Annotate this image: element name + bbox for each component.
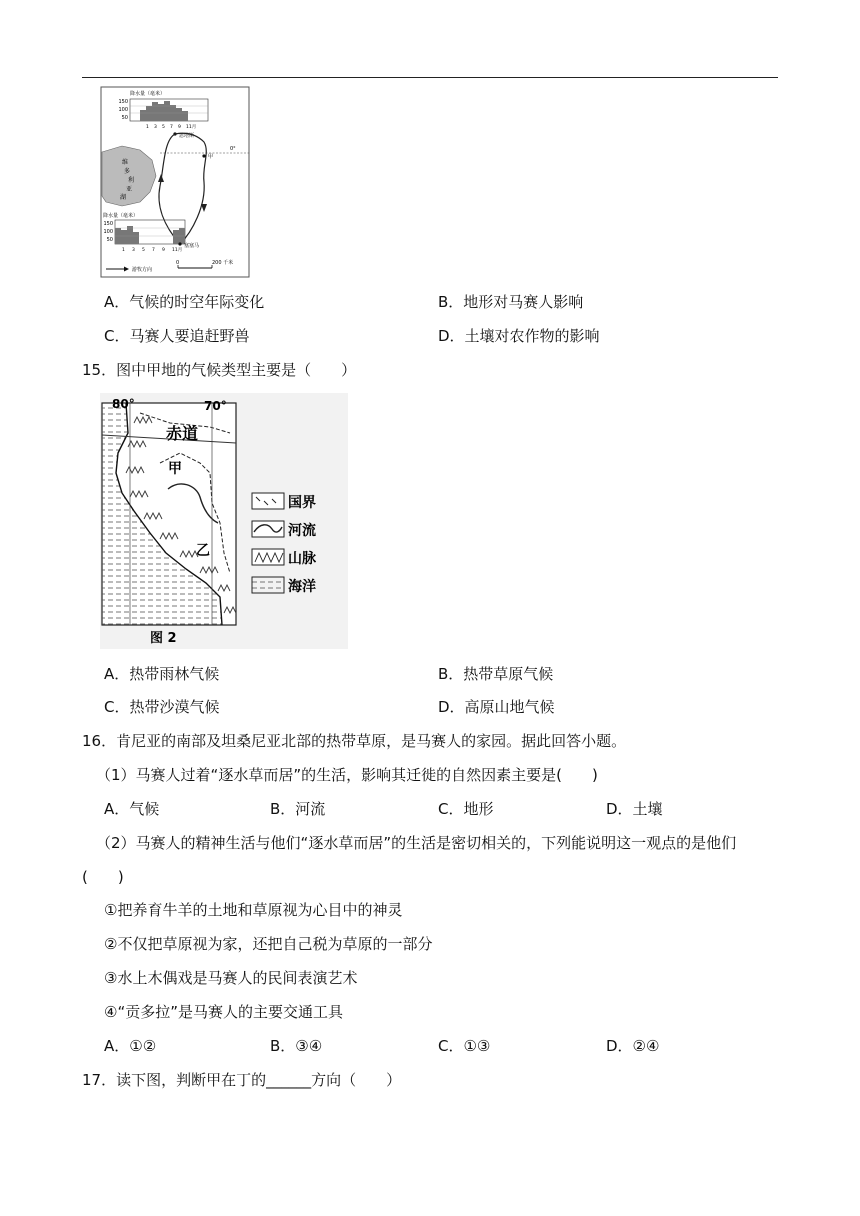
svg-text:湖: 湖 bbox=[120, 194, 127, 201]
rain-label-top: 降水量（毫米） bbox=[130, 91, 166, 97]
q14-option-c[interactable]: C．马赛人要追赶野兽 bbox=[104, 327, 250, 345]
svg-text:50: 50 bbox=[106, 237, 113, 243]
svg-text:7: 7 bbox=[170, 125, 173, 130]
svg-text:塞塞马: 塞塞马 bbox=[184, 243, 200, 249]
svg-text:11月: 11月 bbox=[186, 125, 197, 130]
svg-text:维: 维 bbox=[122, 159, 129, 166]
q16-sub1-option-a[interactable]: A．气候 bbox=[104, 800, 160, 818]
equator-label: 赤道 bbox=[166, 424, 199, 443]
svg-text:0: 0 bbox=[176, 260, 180, 266]
svg-text:9: 9 bbox=[178, 125, 181, 130]
q16-sub2-option-b[interactable]: B．③④ bbox=[270, 1037, 323, 1055]
svg-text:11月: 11月 bbox=[172, 248, 183, 253]
svg-text:国界: 国界 bbox=[288, 495, 316, 511]
q16-sub2-line1: （2）马赛人的精神生活与他们“逐水草而居”的生活是密切相关的，下列能说明这一观点的是他们 bbox=[96, 834, 737, 852]
q16-sub1-option-d[interactable]: D．土壤 bbox=[606, 800, 663, 818]
svg-text:山脉: 山脉 bbox=[288, 551, 316, 567]
statement-1: ①把养育牛羊的土地和草原视为心目中的神灵 bbox=[104, 901, 403, 919]
header-rule bbox=[82, 77, 778, 78]
q16-sub1-option-c[interactable]: C．地形 bbox=[438, 800, 494, 818]
q15-option-d[interactable]: D．高原山地气候 bbox=[438, 698, 555, 716]
q14-option-a[interactable]: A．气候的时空年际变化 bbox=[104, 293, 265, 311]
svg-text:海洋: 海洋 bbox=[288, 579, 316, 595]
svg-text:1: 1 bbox=[146, 125, 149, 130]
svg-text:3: 3 bbox=[154, 125, 157, 130]
svg-text:5: 5 bbox=[162, 125, 165, 130]
maasai-migration-map bbox=[100, 86, 250, 278]
q15-option-a[interactable]: A．热带雨林气候 bbox=[104, 665, 220, 683]
lon-70-label: 70° bbox=[204, 399, 227, 413]
statement-2: ②不仅把草原视为家，还把自己税为草原的一部分 bbox=[104, 935, 433, 953]
svg-text:7: 7 bbox=[152, 248, 155, 253]
svg-text:100: 100 bbox=[103, 229, 113, 235]
svg-text:9: 9 bbox=[162, 248, 165, 253]
q14-option-d[interactable]: D．土壤对农作物的影响 bbox=[438, 327, 600, 345]
place-yi: 乙 bbox=[196, 543, 210, 559]
q16-sub2-option-a[interactable]: A．①② bbox=[104, 1037, 157, 1055]
svg-text:150: 150 bbox=[118, 99, 128, 105]
q16-stem: 16．肯尼亚的南部及坦桑尼亚北部的热带草原，是马赛人的家园。据此回答小题。 bbox=[82, 732, 627, 750]
q16-sub2-option-d[interactable]: D．②④ bbox=[606, 1037, 660, 1055]
q15-option-c[interactable]: C．热带沙漠气候 bbox=[104, 698, 220, 716]
svg-text:亚: 亚 bbox=[126, 186, 133, 193]
svg-text:0°: 0° bbox=[230, 146, 236, 152]
q16-sub1-option-b[interactable]: B．河流 bbox=[270, 800, 326, 818]
q15-option-b[interactable]: B．热带草原气候 bbox=[438, 665, 554, 683]
statement-4: ④“贡多拉”是马赛人的主要交通工具 bbox=[104, 1003, 343, 1021]
svg-text:河流: 河流 bbox=[288, 523, 316, 539]
statement-3: ③水上木偶戏是马赛人的民间表演艺术 bbox=[104, 969, 358, 987]
svg-text:150: 150 bbox=[103, 221, 113, 227]
q16-sub2-option-c[interactable]: C．①③ bbox=[438, 1037, 491, 1055]
svg-text:恩塔斯: 恩塔斯 bbox=[179, 133, 195, 139]
q15-stem: 15．图中甲地的气候类型主要是（ ） bbox=[82, 361, 357, 379]
q16-sub1: （1）马赛人过着“逐水草而居”的生活，影响其迁徙的自然因素主要是( ) bbox=[96, 766, 598, 784]
svg-text:1: 1 bbox=[122, 248, 125, 253]
svg-text:100: 100 bbox=[118, 107, 128, 113]
rain-label-bottom: 降水量（毫米） bbox=[103, 213, 139, 219]
map-legend bbox=[252, 493, 317, 595]
svg-text:3: 3 bbox=[132, 248, 135, 253]
q16-sub2-line2: ( ) bbox=[82, 868, 124, 886]
svg-text:利: 利 bbox=[128, 177, 135, 184]
fig2-label: 图 2 bbox=[150, 631, 177, 646]
place-jia: 甲 bbox=[168, 461, 182, 477]
svg-text:多: 多 bbox=[124, 168, 131, 175]
q17-stem: 17．读下图，判断甲在丁的______方向（ ） bbox=[82, 1071, 402, 1089]
svg-text:游牧方向: 游牧方向 bbox=[132, 267, 153, 273]
lon-80-label: 80° bbox=[112, 397, 135, 411]
svg-text:5: 5 bbox=[142, 248, 145, 253]
svg-text:200 千米: 200 千米 bbox=[212, 260, 234, 266]
q14-option-b[interactable]: B．地形对马赛人影响 bbox=[438, 293, 584, 311]
svg-text:50: 50 bbox=[121, 115, 128, 121]
svg-text:甲: 甲 bbox=[208, 154, 214, 160]
south-america-map bbox=[100, 393, 348, 649]
